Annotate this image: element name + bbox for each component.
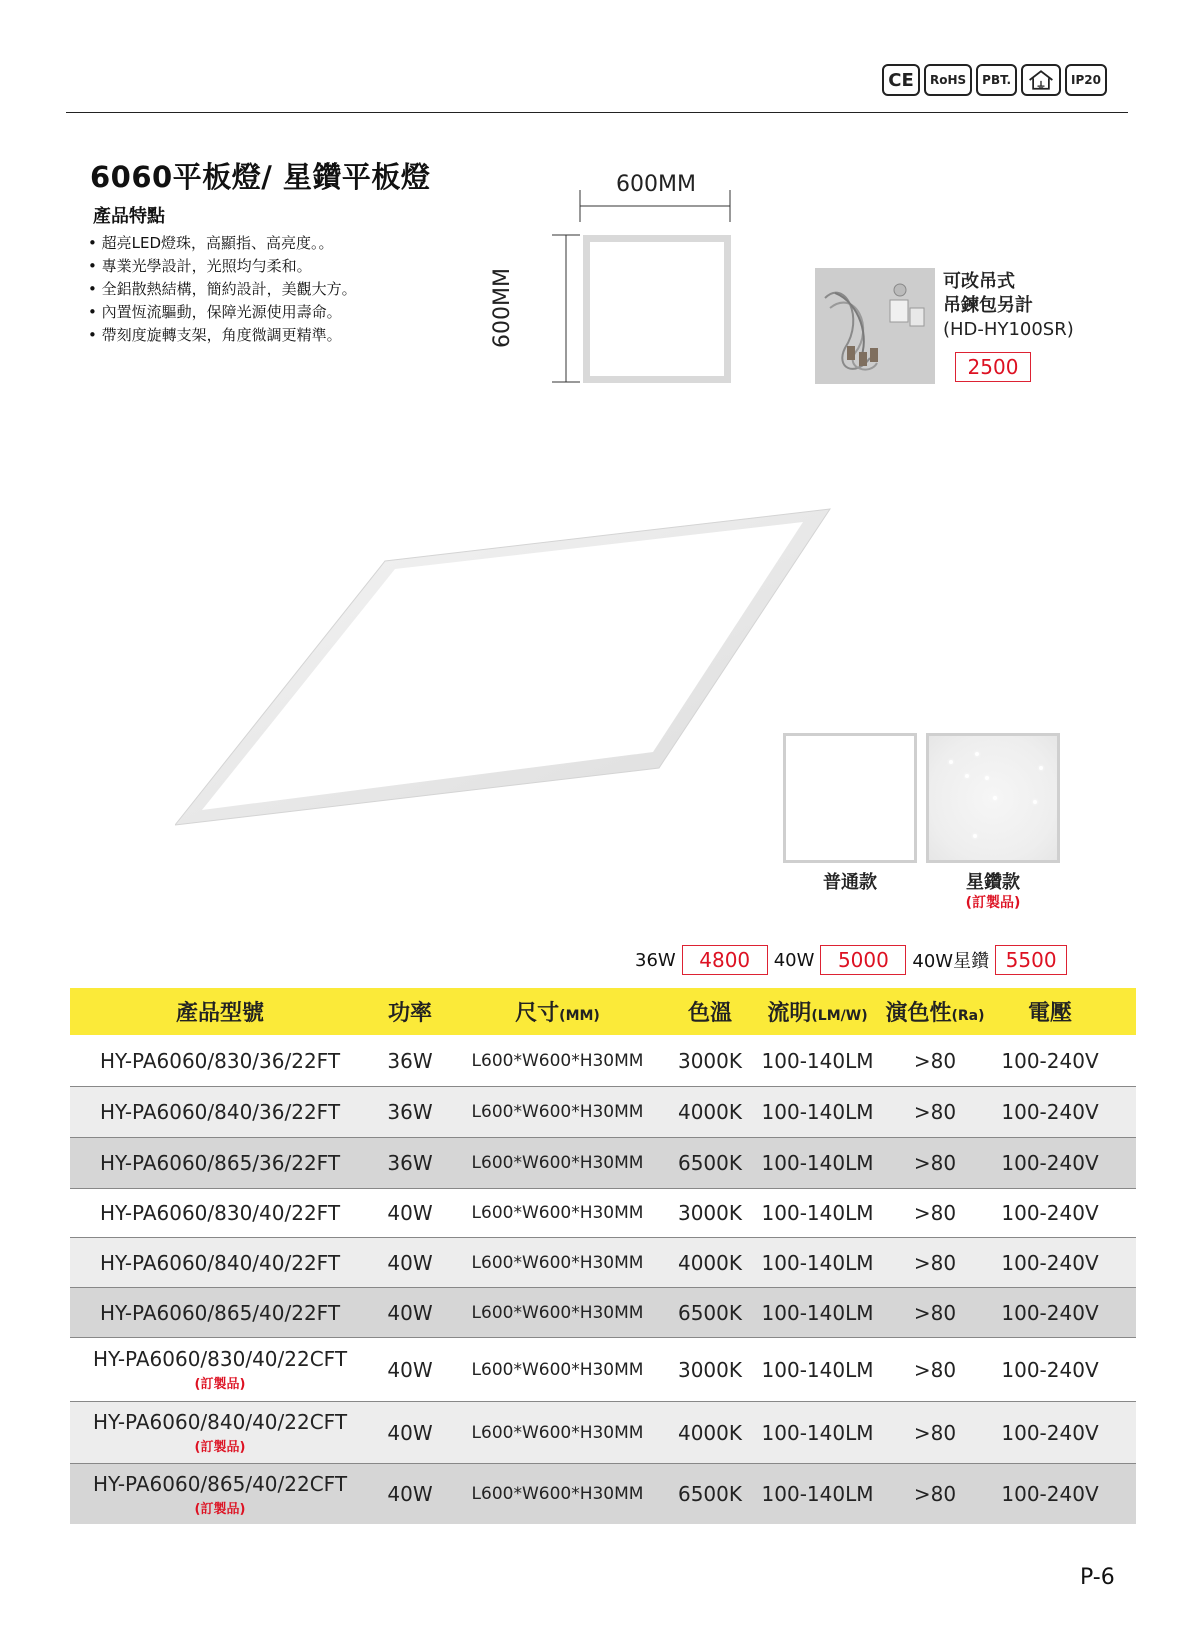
table-row (70, 1138, 1136, 1189)
cell-cri: >80 (913, 1048, 957, 1073)
header-size (450, 996, 665, 1027)
cell-flux: 100-140LM (761, 1048, 874, 1073)
cell-model: HY-PA6060/830/40/22FT (99, 1201, 341, 1225)
price-label-40w-star: 40W星鑽 (912, 951, 990, 972)
hanging-kit-line1: 可改吊式 (943, 271, 1015, 292)
feature-item: • 內置恆流驅動，保障光源使用壽命。 (88, 301, 357, 324)
custom-order-note: (訂製品) (194, 1440, 246, 1455)
cell-size: L600*W600*H30MM (471, 1302, 644, 1323)
cell-flux: 100-140LM (761, 1250, 874, 1275)
features-heading: 產品特點 (93, 206, 165, 227)
normal-variant-image (783, 733, 917, 863)
price-label-40w: 40W (773, 949, 815, 971)
feature-item: • 專業光學設計，光照均勻柔和。 (88, 255, 357, 278)
star-variant-image (926, 733, 1060, 863)
cell-voltage: 100-240V (1001, 1420, 1099, 1445)
cell-cct: 6500K (677, 1300, 742, 1325)
cell-cri: >80 (913, 1201, 957, 1225)
header-power: 功率 (387, 1001, 432, 1026)
table-row (70, 1189, 1136, 1238)
cell-voltage: 100-240V (1001, 1048, 1099, 1073)
price-label-36w: 36W (635, 949, 676, 971)
price-40w-star: 5500 (995, 945, 1067, 975)
custom-order-note: (訂製品) (194, 1501, 246, 1517)
cell-power: 40W (387, 1201, 433, 1225)
cell-voltage: 100-240V (1001, 1482, 1099, 1506)
house-ground-icon (1021, 64, 1061, 96)
cell-voltage: 100-240V (1001, 1250, 1099, 1275)
cell-voltage: 100-240V (1001, 1357, 1099, 1382)
ip20-badge: IP20 (1065, 64, 1107, 96)
cell-size: L600*W600*H30MM (471, 1153, 644, 1173)
feature-list (88, 232, 357, 347)
cell-model: HY-PA6060/840/36/22FT (99, 1100, 341, 1124)
cell-cri: >80 (913, 1357, 957, 1382)
cell-cct: 6500K (677, 1151, 742, 1175)
product-title: 6060平板燈/ 星鑽平板燈 (90, 160, 431, 194)
cell-cct: 3000K (677, 1357, 742, 1382)
price-40w: 5000 (820, 945, 906, 975)
header-flux-unit: (LM/W) (811, 1008, 868, 1024)
cell-power: 40W (387, 1357, 433, 1382)
cell-model-text: HY-PA6060/840/40/22CFT (92, 1410, 348, 1434)
hanging-kit-model: (HD-HY100SR) (943, 319, 1074, 340)
cell-cct: 4000K (677, 1420, 742, 1445)
header-size-text: 尺寸 (515, 1001, 560, 1026)
table-header (70, 988, 1136, 1035)
cell-power: 36W (387, 1048, 433, 1073)
cell-flux: 100-140LM (761, 1201, 874, 1225)
cell-model-text: HY-PA6060/830/40/22CFT (92, 1347, 348, 1371)
cell-cct: 3000K (677, 1201, 742, 1225)
table-row (70, 1035, 1136, 1087)
cell-power: 40W (387, 1482, 433, 1506)
price-row (635, 945, 1067, 975)
hanging-kit-description (943, 270, 1074, 342)
certification-badges (882, 64, 1107, 96)
cell-model: HY-PA6060/830/36/22FT (99, 1048, 341, 1073)
table-row (70, 1338, 1136, 1402)
feature-item: • 超亮LED燈珠，高顯指、高亮度。。 (88, 232, 357, 255)
cell-model (70, 1472, 370, 1517)
header-voltage: 電壓 (1027, 1001, 1072, 1026)
cell-model-text: HY-PA6060/865/40/22CFT (92, 1471, 348, 1496)
cell-power: 36W (387, 1100, 433, 1124)
header-cri (880, 996, 990, 1027)
cell-size: L600*W600*H30MM (471, 1484, 644, 1504)
rohs-badge: RoHS (924, 64, 972, 96)
cell-power: 40W (387, 1300, 433, 1325)
cell-cct: 3000K (677, 1048, 742, 1073)
table-row (70, 1464, 1136, 1524)
feature-item: • 帶刻度旋轉支架，角度微調更精準。 (88, 324, 357, 347)
cell-cri: >80 (913, 1482, 957, 1506)
header-cri-unit: (Ra) (951, 1008, 985, 1024)
cell-flux: 100-140LM (761, 1482, 874, 1506)
page-number: P-6 (1080, 1565, 1115, 1590)
cell-cct: 6500K (677, 1482, 742, 1506)
cell-model (70, 1410, 370, 1455)
cell-model (70, 1347, 370, 1392)
cell-flux: 100-140LM (761, 1151, 874, 1175)
table-row (70, 1087, 1136, 1138)
header-size-unit: (MM) (559, 1008, 600, 1024)
hanging-kit-price: 2500 (955, 352, 1031, 382)
cell-power: 40W (387, 1250, 433, 1275)
feature-item: • 全鋁散熱結構，簡約設計，美觀大方。 (88, 278, 357, 301)
cell-power: 36W (387, 1151, 433, 1175)
cell-power: 40W (387, 1420, 433, 1445)
cell-voltage: 100-240V (1001, 1100, 1099, 1124)
cell-size: L600*W600*H30MM (471, 1422, 644, 1443)
cell-cri: >80 (913, 1300, 957, 1325)
header-cri-text: 演色性 (885, 1001, 952, 1026)
panel-front-view (583, 235, 731, 383)
width-dimension-label: 600MM (616, 172, 696, 197)
header-flux (755, 996, 880, 1027)
header-cct: 色溫 (687, 1001, 732, 1026)
cell-model: HY-PA6060/840/40/22FT (99, 1250, 341, 1275)
custom-order-note: (訂製品) (194, 1377, 246, 1392)
cell-flux: 100-140LM (761, 1420, 874, 1445)
hanging-kit-photo (815, 268, 935, 384)
normal-variant-label: 普通款 (823, 872, 877, 893)
cell-size: L600*W600*H30MM (471, 1252, 644, 1273)
cell-cri: >80 (913, 1420, 957, 1445)
cell-flux: 100-140LM (761, 1300, 874, 1325)
cell-size: L600*W600*H30MM (471, 1203, 644, 1223)
pbt-badge: PBT. (976, 64, 1017, 96)
cell-cct: 4000K (677, 1250, 742, 1275)
cell-voltage: 100-240V (1001, 1151, 1099, 1175)
cell-voltage: 100-240V (1001, 1201, 1099, 1225)
cell-model: HY-PA6060/865/40/22FT (99, 1300, 341, 1325)
header-flux-text: 流明 (767, 1001, 812, 1026)
header-divider (66, 112, 1128, 113)
cell-flux: 100-140LM (761, 1100, 874, 1124)
price-36w: 4800 (682, 945, 768, 975)
header-model: 產品型號 (175, 1001, 264, 1026)
height-dimension-label: 600MM (490, 268, 515, 348)
cell-size: L600*W600*H30MM (471, 1359, 644, 1380)
cell-model: HY-PA6060/865/36/22FT (99, 1151, 341, 1175)
ce-badge: CE (882, 64, 920, 96)
table-row (70, 1402, 1136, 1464)
panel-perspective-image (175, 505, 835, 835)
cell-cri: >80 (913, 1100, 957, 1124)
table-row (70, 1288, 1136, 1338)
star-variant-label: 星鑽款 (966, 872, 1020, 893)
cell-size: L600*W600*H30MM (471, 1050, 644, 1071)
cell-cri: >80 (913, 1151, 957, 1175)
cell-cri: >80 (913, 1250, 957, 1275)
cell-size: L600*W600*H30MM (471, 1102, 644, 1122)
cell-voltage: 100-240V (1001, 1300, 1099, 1325)
cell-flux: 100-140LM (761, 1357, 874, 1382)
table-row (70, 1238, 1136, 1288)
cell-cct: 4000K (677, 1100, 742, 1124)
hanging-kit-line2: 吊鍊包另計 (943, 295, 1033, 316)
star-variant-note: (訂製品) (965, 895, 1021, 911)
spec-table (70, 988, 1136, 1524)
